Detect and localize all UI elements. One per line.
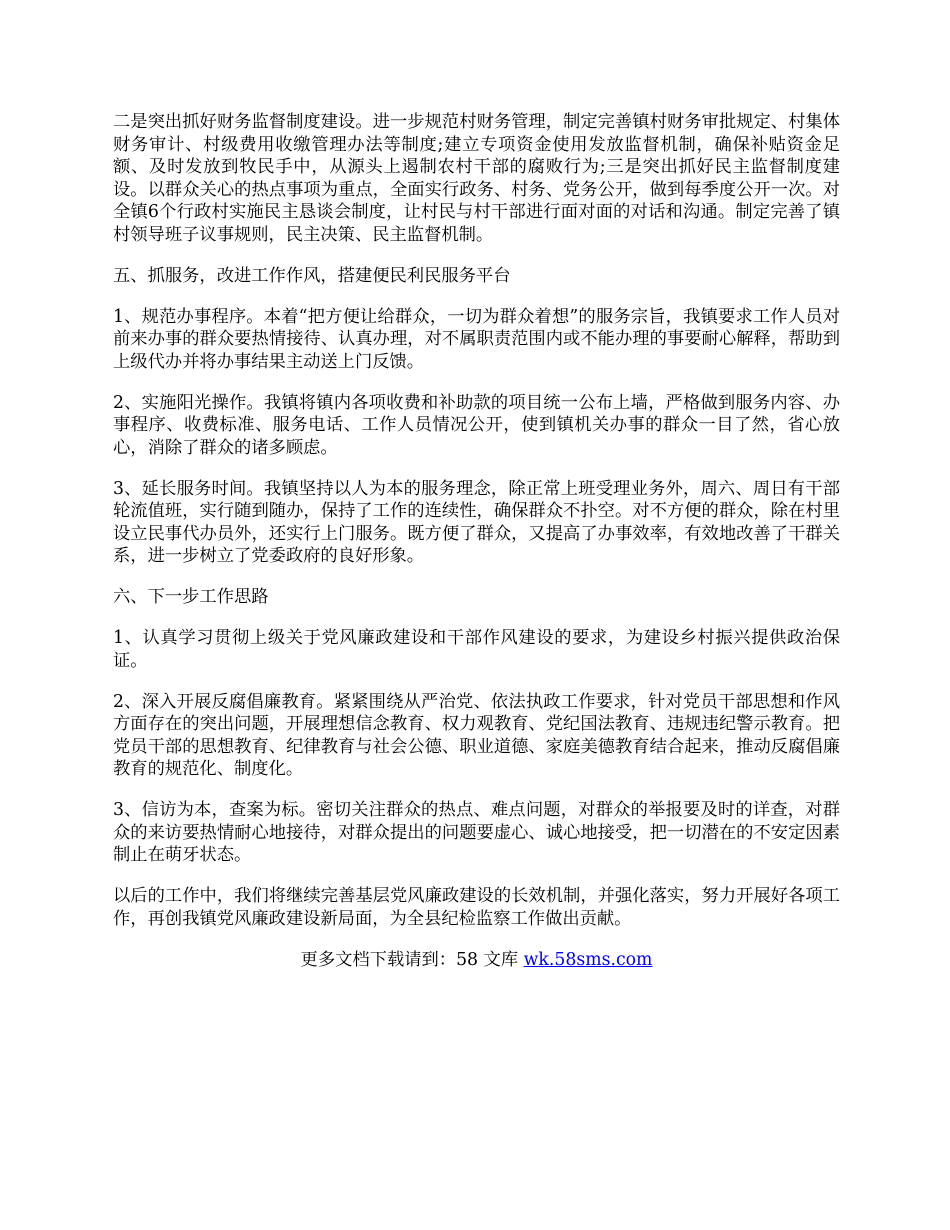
paragraph-item-1-procedure: 1、规范办事程序。本着“把方便让给群众，一切为群众着想”的服务宗旨，我镇要求工作人员对前来办事的群众要热情接待、认真办理，对不属职责范围内或不能办理的事要耐心解释，帮助到上级代办并将办事结果主动送上门反馈。 xyxy=(113,306,840,372)
paragraph-next-2-education: 2、深入开展反腐倡廉教育。紧紧围绕从严治党、依法执政工作要求，针对党员干部思想和作风方面存在的突出问题，开展理想信念教育、权力观教育、党纪国法教育、违规违纪警示教育。把党员干部的思想教育、纪律教育与社会公德、职业道德、家庭美德教育结合起来，推动反腐倡廉教育的规范化、制度化。 xyxy=(113,691,840,779)
paragraph-next-3-petition: 3、信访为本，查案为标。密切关注群众的热点、难点问题，对群众的举报要及时的详查，对群众的来访要热情耐心地接待，对群众提出的问题要虚心、诚心地接受，把一切潜在的不安定因素制止在萌牙状态。 xyxy=(113,800,840,865)
paragraph-finance-supervision: 二是突出抓好财务监督制度建设。进一步规范村财务管理，制定完善镇村财务审批规定、村集体财务审计、村级费用收缴管理办法等制度;建立专项资金使用发放监督机制，确保补贴资金足额、及时发放到牧民手中，从源头上遏制农村干部的腐败行为;三是突出抓好民主监督制度建设。以群众关心的热点事项为重点，全面实行政务、村务、党务公开，做到每季度公开一次。对全镇6个行政村实施民主恳谈会制度，让村民与村干部进行面对面的对话和沟通。制定完善了镇村领导班子议事规则，民主决策、民主监督机制。 xyxy=(113,112,840,245)
footer-prefix: 更多文档下载请到：58 文库 xyxy=(300,949,524,970)
document-page xyxy=(113,111,840,971)
section-heading-six: 六、下一步工作思路 xyxy=(113,587,269,607)
paragraph-item-3-service-hours: 3、延长服务时间。我镇坚持以人为本的服务理念，除正常上班受理业务外，周六、周日有干部轮流值班，实行随到随办，保持了工作的连续性，确保群众不扑空。对不方便的群众，除在村里设立民事代办员外，还实行上门服务。既方便了群众，又提高了办事效率，有效地改善了干群关系，进一步树立了党委政府的良好形象。 xyxy=(113,478,840,566)
download-footer xyxy=(113,949,840,972)
paragraph-item-2-sunshine: 2、实施阳光操作。我镇将镇内各项收费和补助款的项目统一公布上墙，严格做到服务内容、办事程序、收费标准、服务电话、工作人员情况公开，使到镇机关办事的群众一目了然，省心放心，消除了群众的诸多顾虑。 xyxy=(113,392,840,458)
paragraph-conclusion: 以后的工作中，我们将继续完善基层党风廉政建设的长效机制，并强化落实，努力开展好各项工作，再创我镇党风廉政建设新局面，为全县纪检监察工作做出贡献。 xyxy=(113,886,840,929)
paragraph-next-1-study: 1、认真学习贯彻上级关于党风廉政建设和干部作风建设的要求，为建设乡村振兴提供政治保证。 xyxy=(113,628,840,671)
section-heading-five: 五、抓服务，改进工作作风，搭建便民利民服务平台 xyxy=(113,265,511,286)
footer-link[interactable]: wk.58sms.com xyxy=(523,949,653,970)
